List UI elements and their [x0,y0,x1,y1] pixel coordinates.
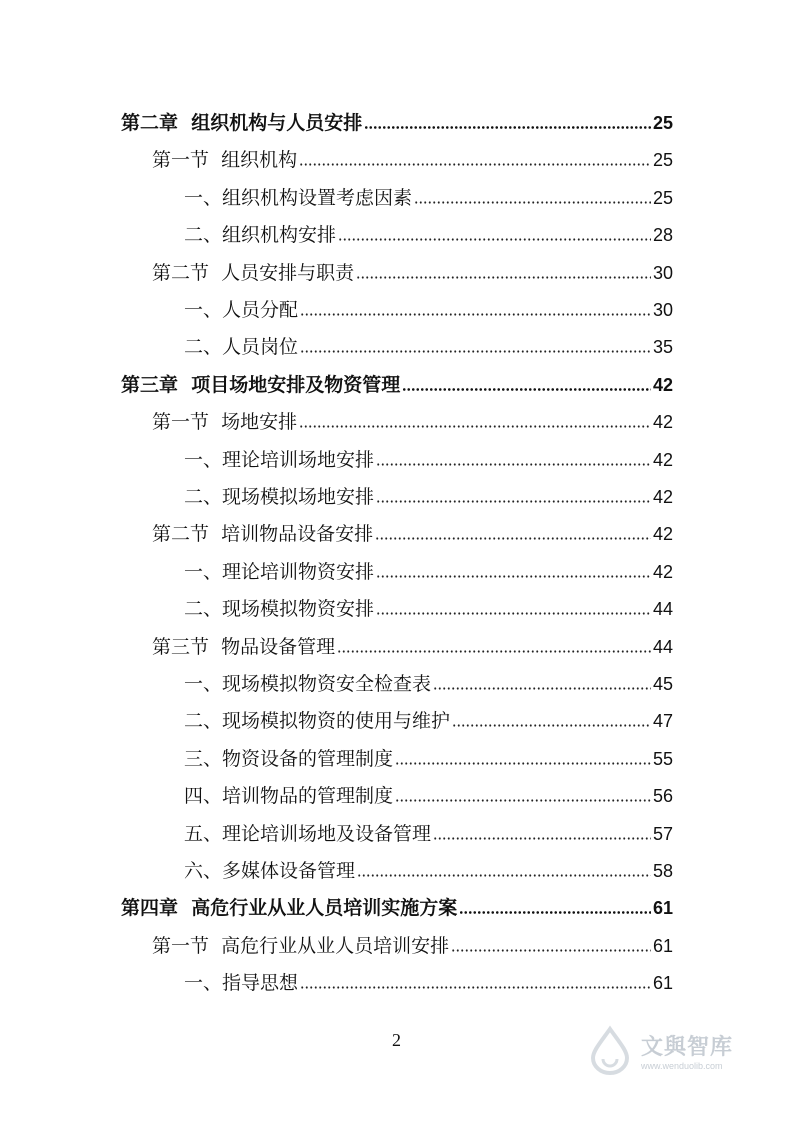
toc-entry-page: 47 [652,711,673,732]
toc-entry-page: 42 [652,524,673,545]
toc-entry[interactable] [184,479,673,509]
toc-entry-page: 42 [652,487,673,507]
toc-entry-label: 一、指导思想 [184,972,299,995]
toc-entry[interactable] [184,666,673,696]
toc-entry-label: 二、现场模拟物资的使用与维护 [184,710,451,733]
toc-entry-label: 五、理论培训场地及设备管理 [184,822,432,845]
toc-entry[interactable] [152,928,673,958]
toc-entry-page: 45 [652,674,673,694]
toc-entry[interactable] [184,329,673,359]
toc-entry[interactable] [152,255,673,285]
toc-entry[interactable] [152,404,673,434]
toc-dot-leader [433,687,651,690]
toc-entry-page: 58 [652,861,673,881]
toc-entry-page: 25 [652,113,673,133]
toc-dot-leader [459,911,651,914]
toc-entry-page: 25 [652,150,673,171]
toc-dot-leader [375,537,651,540]
toc-dot-leader [376,463,651,466]
toc-entry-page: 42 [652,374,673,395]
toc-entry-label: 第二节 培训物品设备安排 [152,523,374,546]
toc-entry-page: 56 [652,786,673,807]
toc-dot-leader [395,762,651,765]
toc-dot-leader [452,724,651,727]
toc-entry-page: 30 [652,300,673,320]
toc-entry-label: 第二节 人员安排与职责 [152,261,355,284]
toc-entry[interactable] [184,778,673,808]
toc-entry[interactable] [152,629,673,659]
toc-entry[interactable] [184,741,673,771]
toc-entry-label: 第一节 组织机构 [152,149,298,172]
watermark-url: www.wenduolib.com [641,1060,723,1071]
toc-entry-page: 44 [652,599,673,620]
toc-entry-label: 第二章 组织机构与人员安排 [121,112,363,134]
toc-entry-page: 61 [652,935,673,956]
toc-entry-label: 一、理论培训场地安排 [184,448,375,471]
toc-entry[interactable] [152,142,673,172]
toc-entry-page: 28 [652,225,673,246]
toc-entry-page: 57 [652,823,673,844]
toc-dot-leader [338,238,651,241]
droplet-logo-icon [585,1025,635,1075]
toc-entry-label: 第三章 项目场地安排及物资管理 [121,373,401,396]
watermark-title: 文與智库 [641,1034,734,1060]
toc-entry[interactable] [184,292,673,322]
toc-entry-label: 一、组织机构设置考虑因素 [184,186,413,209]
toc-entry[interactable] [184,442,673,472]
toc-dot-leader [337,650,651,653]
toc-entry[interactable] [184,853,673,883]
watermark [585,1022,760,1078]
toc-entry-label: 第一节 场地安排 [152,411,298,434]
toc-entry-label: 二、现场模拟场地安排 [184,486,375,508]
toc-entry-page: 61 [652,973,673,994]
page-number: 2 [392,1030,401,1050]
toc-entry-label: 二、组织机构安排 [184,224,337,247]
toc-entry[interactable] [184,591,673,621]
toc-entry-page: 42 [652,561,673,582]
toc-entry-page: 42 [652,412,673,433]
toc-entry[interactable] [184,965,673,995]
toc-entry-label: 四、培训物品的管理制度 [184,785,394,808]
toc-entry-label: 第四章 高危行业从业人员培训实施方案 [121,897,458,920]
toc-dot-leader [433,837,651,840]
toc-dot-leader [395,799,651,802]
toc-entry-label: 二、现场模拟物资安排 [184,598,375,621]
toc-entry-label: 第一节 高危行业从业人员培训安排 [152,934,450,957]
toc-entry[interactable] [152,516,673,546]
toc-entry[interactable] [184,816,673,846]
toc-entry-page: 30 [652,262,673,283]
toc-entry-page: 35 [652,337,673,358]
toc-entry[interactable] [184,703,673,733]
toc-dot-leader [300,313,651,316]
toc-entry-page: 61 [652,898,673,919]
toc-entry-label: 一、人员分配 [184,299,299,321]
toc-entry[interactable] [184,217,673,247]
toc-entry-label: 一、理论培训物资安排 [184,560,375,583]
toc-dot-leader [376,575,651,578]
toc-entry-label: 第三节 物品设备管理 [152,635,336,658]
toc-entry[interactable] [121,367,673,397]
toc-dot-leader [299,425,651,428]
toc-entry[interactable] [184,554,673,584]
toc-entry-page: 44 [652,636,673,657]
toc-dot-leader [376,612,651,615]
toc-entry-label: 三、物资设备的管理制度 [184,747,394,770]
toc-dot-leader [376,500,651,503]
toc-entry[interactable] [184,180,673,210]
toc-dot-leader [414,201,651,204]
toc-dot-leader [364,126,651,129]
toc-entry[interactable] [121,105,673,135]
toc-dot-leader [402,388,651,391]
toc-entry-label: 六、多媒体设备管理 [184,860,356,882]
toc-dot-leader [300,350,651,353]
toc-entry[interactable] [121,890,673,920]
toc-entry-page: 25 [652,187,673,208]
toc-dot-leader [451,949,651,952]
toc-entry-page: 55 [652,748,673,769]
toc-entry-label: 二、人员岗位 [184,336,299,359]
toc-dot-leader [356,276,651,279]
toc-entry-label: 一、现场模拟物资安全检查表 [184,673,432,695]
toc-dot-leader [300,986,651,989]
toc-dot-leader [299,163,651,166]
toc-entry-page: 42 [652,449,673,470]
toc-dot-leader [357,874,651,877]
